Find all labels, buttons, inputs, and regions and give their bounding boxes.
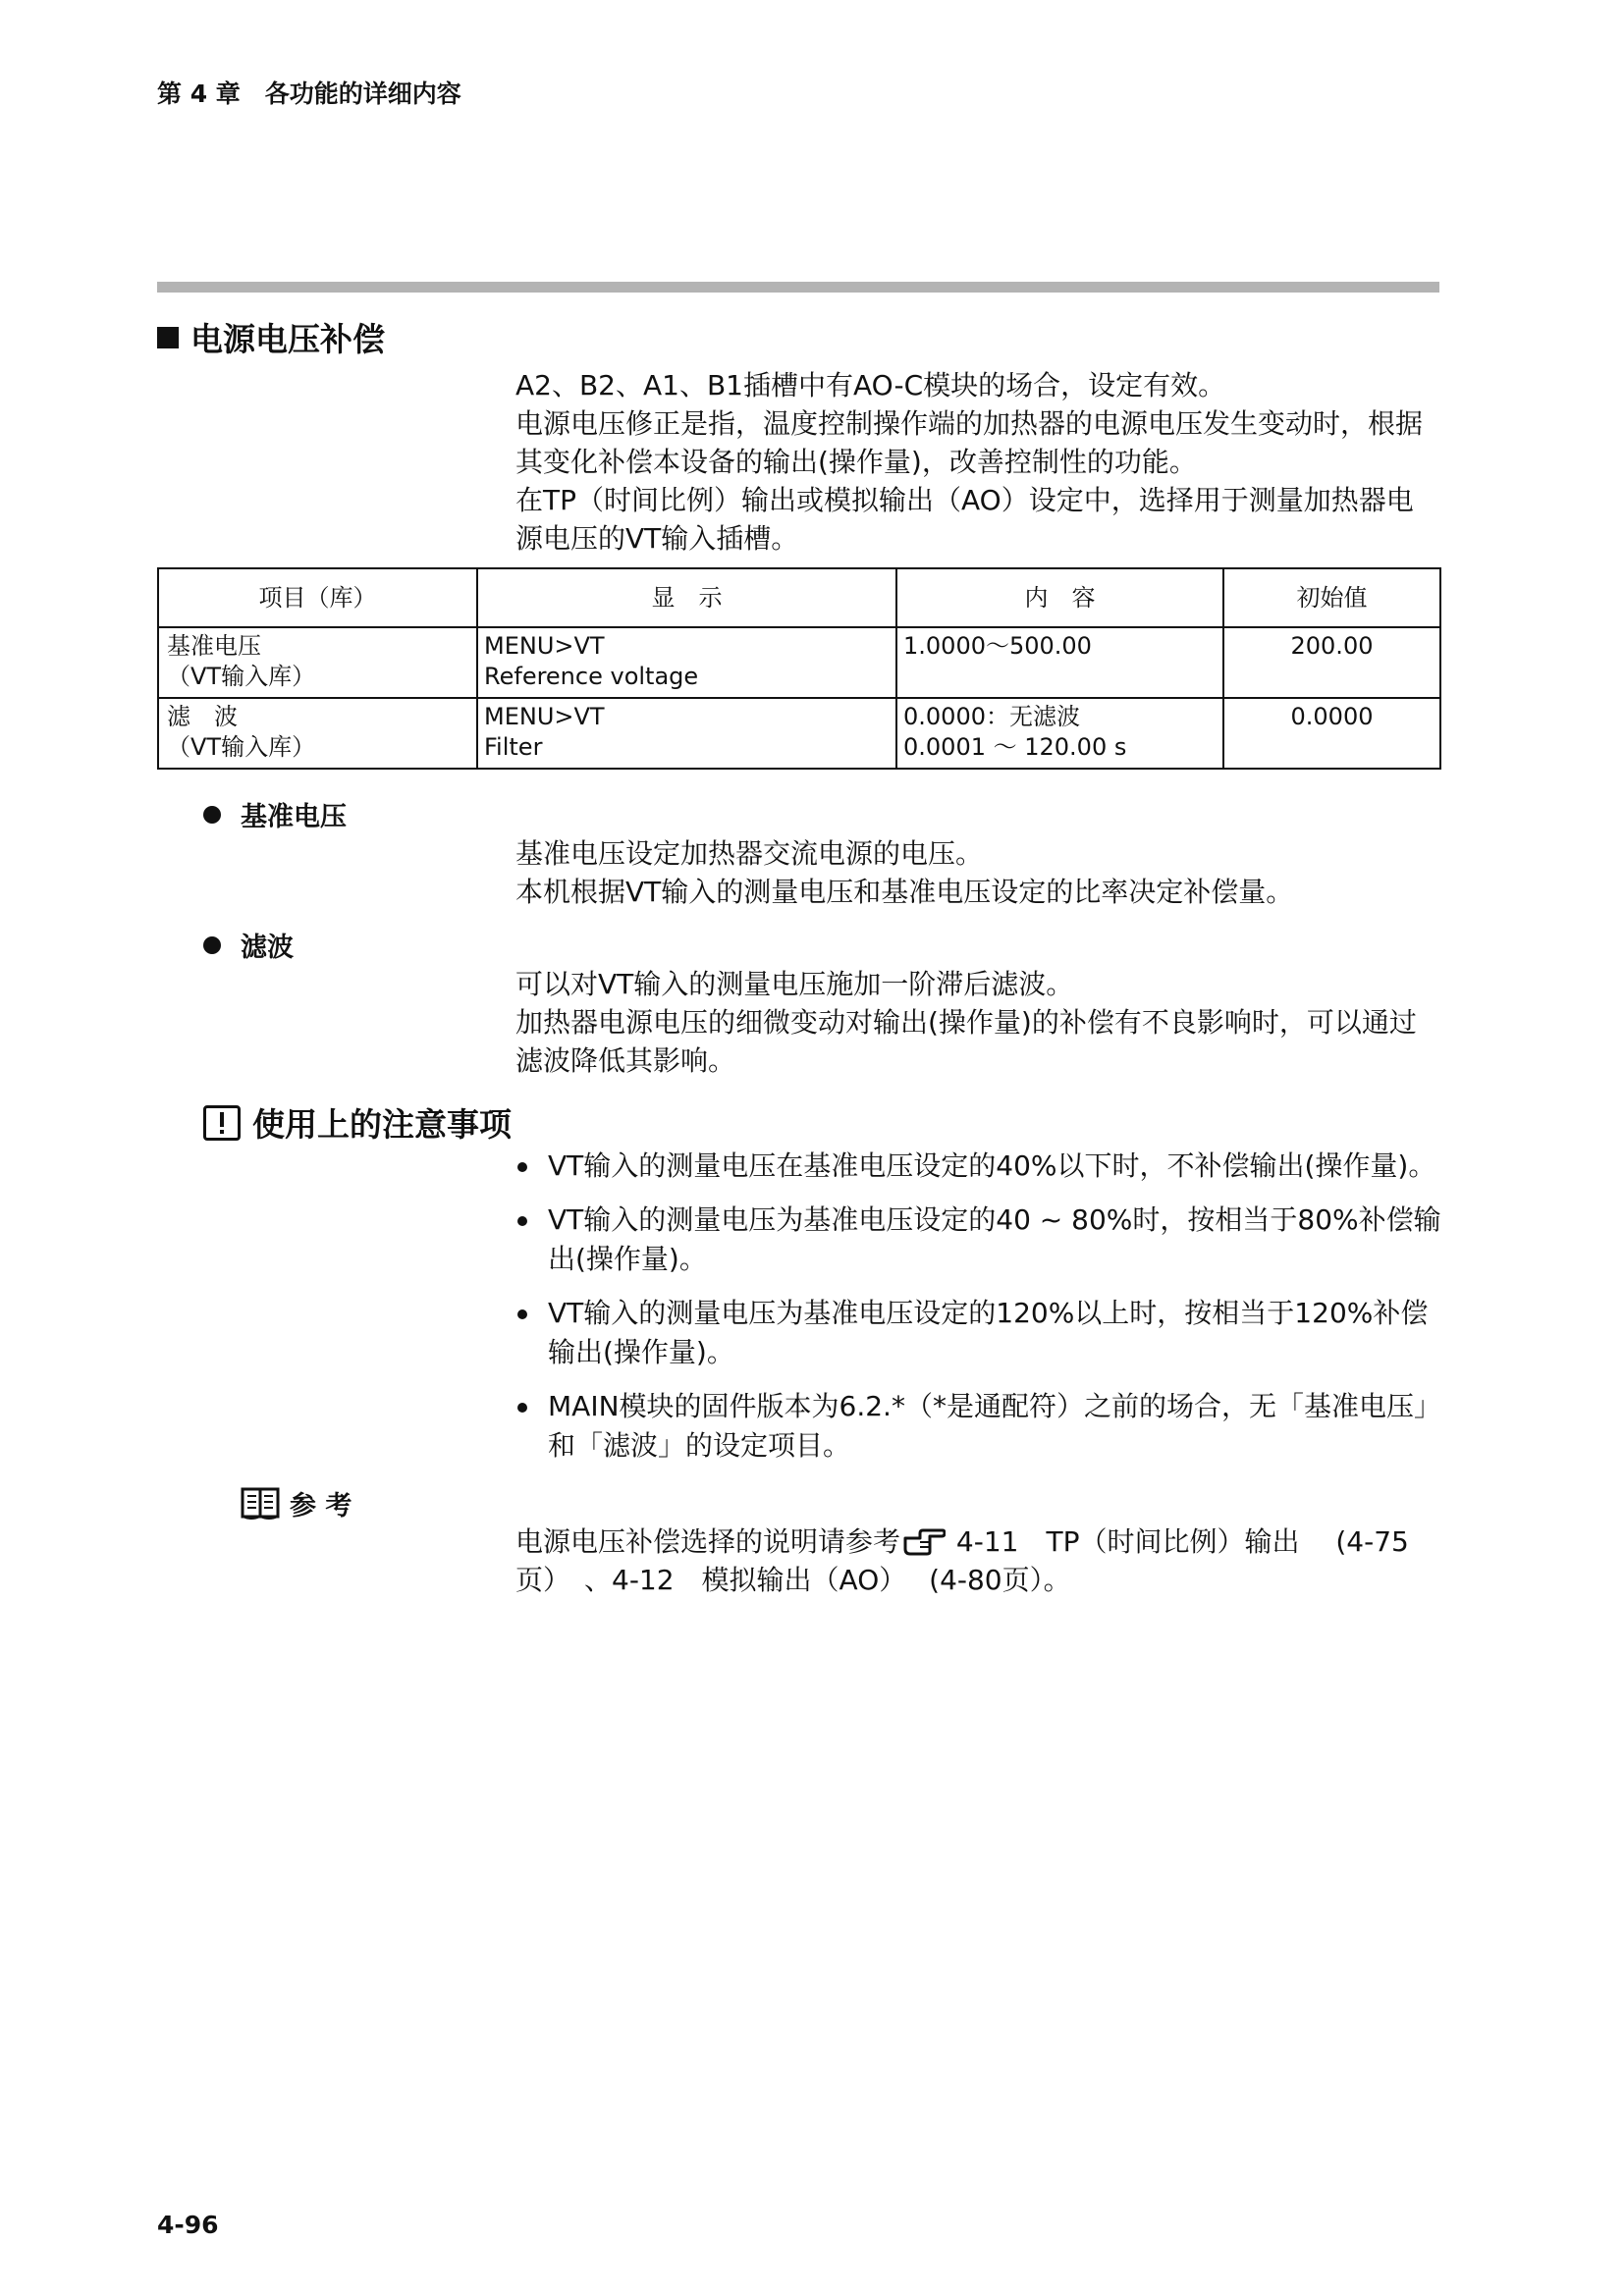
page-number: 4-96 <box>157 2211 219 2239</box>
filter-heading <box>203 926 294 964</box>
table-header-row <box>158 568 1440 627</box>
display-path: MENU>VT <box>484 703 605 730</box>
display-name: Filter <box>484 733 543 761</box>
notes-list <box>515 1147 1441 1480</box>
note-line: VT输入的测量电压为基准电压设定的40 ~ 80%时，按相当于80%补偿输 <box>548 1203 1441 1236</box>
list-item <box>515 1201 1441 1279</box>
cell-content <box>896 627 1223 698</box>
section-title <box>157 314 385 360</box>
reference-text <box>515 1522 1409 1599</box>
cell-initial: 200.00 <box>1223 627 1440 698</box>
ref-voltage-title: 基准电压 <box>241 802 347 832</box>
intro-line: 其变化补偿本设备的输出(操作量)，改善控制性的功能。 <box>515 446 1197 478</box>
item-name: 基准电压 <box>167 632 261 660</box>
intro-line: A2、B2、A1、B1插槽中有AO-C模块的场合，设定有效。 <box>515 369 1226 401</box>
content-line: 0.0000：无滤波 <box>903 703 1080 730</box>
intro-line: 在TP（时间比例）输出或模拟输出（AO）设定中，选择用于测量加热器电 <box>515 484 1414 516</box>
note-line: 输出(操作量)。 <box>548 1336 734 1368</box>
book-icon <box>241 1486 280 1522</box>
intro-line: 电源电压修正是指，温度控制操作端的加热器的电源电压发生变动时，根据 <box>515 407 1424 440</box>
paragraph-line: 本机根据VT输入的测量电压和基准电压设定的比率决定补偿量。 <box>515 876 1294 908</box>
content-line: 0.0001 ～ 120.00 s <box>903 733 1127 761</box>
circle-bullet-icon <box>203 806 221 824</box>
header-item: 项目（库） <box>158 568 477 627</box>
chapter-header: 第 4 章 各功能的详细内容 <box>157 80 461 108</box>
note-line: 和「滤波」的设定项目。 <box>548 1429 851 1462</box>
paragraph-line: 加热器电源电压的细微变动对输出(操作量)的补偿有不良影响时，可以通过 <box>515 1006 1417 1039</box>
item-name: 滤 波 <box>167 703 238 730</box>
table-row <box>158 627 1440 698</box>
note-line: VT输入的测量电压在基准电压设定的40%以下时，不补偿输出(操作量)。 <box>548 1149 1436 1182</box>
reference-title: 参 考 <box>290 1491 352 1522</box>
header-display: 显 示 <box>477 568 896 627</box>
note-line: 出(操作量)。 <box>548 1243 707 1275</box>
table-row <box>158 698 1440 769</box>
section-title-text: 电源电压补偿 <box>190 320 385 358</box>
filter-title: 滤波 <box>241 933 294 963</box>
cell-display <box>477 698 896 769</box>
list-item <box>515 1147 1441 1186</box>
ref-voltage-text <box>515 834 1293 911</box>
note-line: MAIN模块的固件版本为6.2.*（*是通配符）之前的场合，无「基准电压」 <box>548 1390 1441 1422</box>
settings-table <box>157 567 1441 770</box>
list-item <box>515 1294 1441 1372</box>
notes-title: 使用上的注意事项 <box>252 1105 512 1144</box>
header-content: 内 容 <box>896 568 1223 627</box>
cell-content <box>896 698 1223 769</box>
display-path: MENU>VT <box>484 632 605 660</box>
ref-voltage-heading <box>203 795 347 833</box>
notes-heading <box>203 1099 512 1146</box>
warning-box-icon <box>203 1105 241 1141</box>
item-bank: （VT输入库） <box>167 663 316 690</box>
pointing-hand-icon <box>902 1528 946 1556</box>
paragraph-line: 滤波降低其影响。 <box>515 1044 736 1077</box>
intro-line: 源电压的VT输入插槽。 <box>515 522 799 555</box>
reference-heading <box>241 1484 352 1522</box>
paragraph-line: 可以对VT输入的测量电压施加一阶滞后滤波。 <box>515 968 1074 1000</box>
filter-text <box>515 965 1417 1080</box>
section-intro <box>515 366 1423 558</box>
reference-lead: 电源电压补偿选择的说明请参考 <box>515 1525 901 1558</box>
header-initial: 初始值 <box>1223 568 1440 627</box>
section-divider <box>157 282 1439 293</box>
reference-line <box>515 1522 1409 1561</box>
display-name: Reference voltage <box>484 663 699 690</box>
list-item <box>515 1387 1441 1466</box>
content-line: 1.0000～500.00 <box>903 632 1092 660</box>
reference-line: 页） 、4-12 模拟输出（AO） (4-80页）。 <box>515 1564 1071 1596</box>
circle-bullet-icon <box>203 936 221 954</box>
cell-item <box>158 698 477 769</box>
note-line: VT输入的测量电压为基准电压设定的120%以上时，按相当于120%补偿 <box>548 1297 1429 1329</box>
cell-item <box>158 627 477 698</box>
square-bullet-icon <box>157 327 179 348</box>
item-bank: （VT输入库） <box>167 733 316 761</box>
paragraph-line: 基准电压设定加热器交流电源的电压。 <box>515 837 984 870</box>
cell-display <box>477 627 896 698</box>
reference-link-text: 4-11 TP（时间比例）输出 (4-75 <box>947 1525 1409 1558</box>
cell-initial: 0.0000 <box>1223 698 1440 769</box>
